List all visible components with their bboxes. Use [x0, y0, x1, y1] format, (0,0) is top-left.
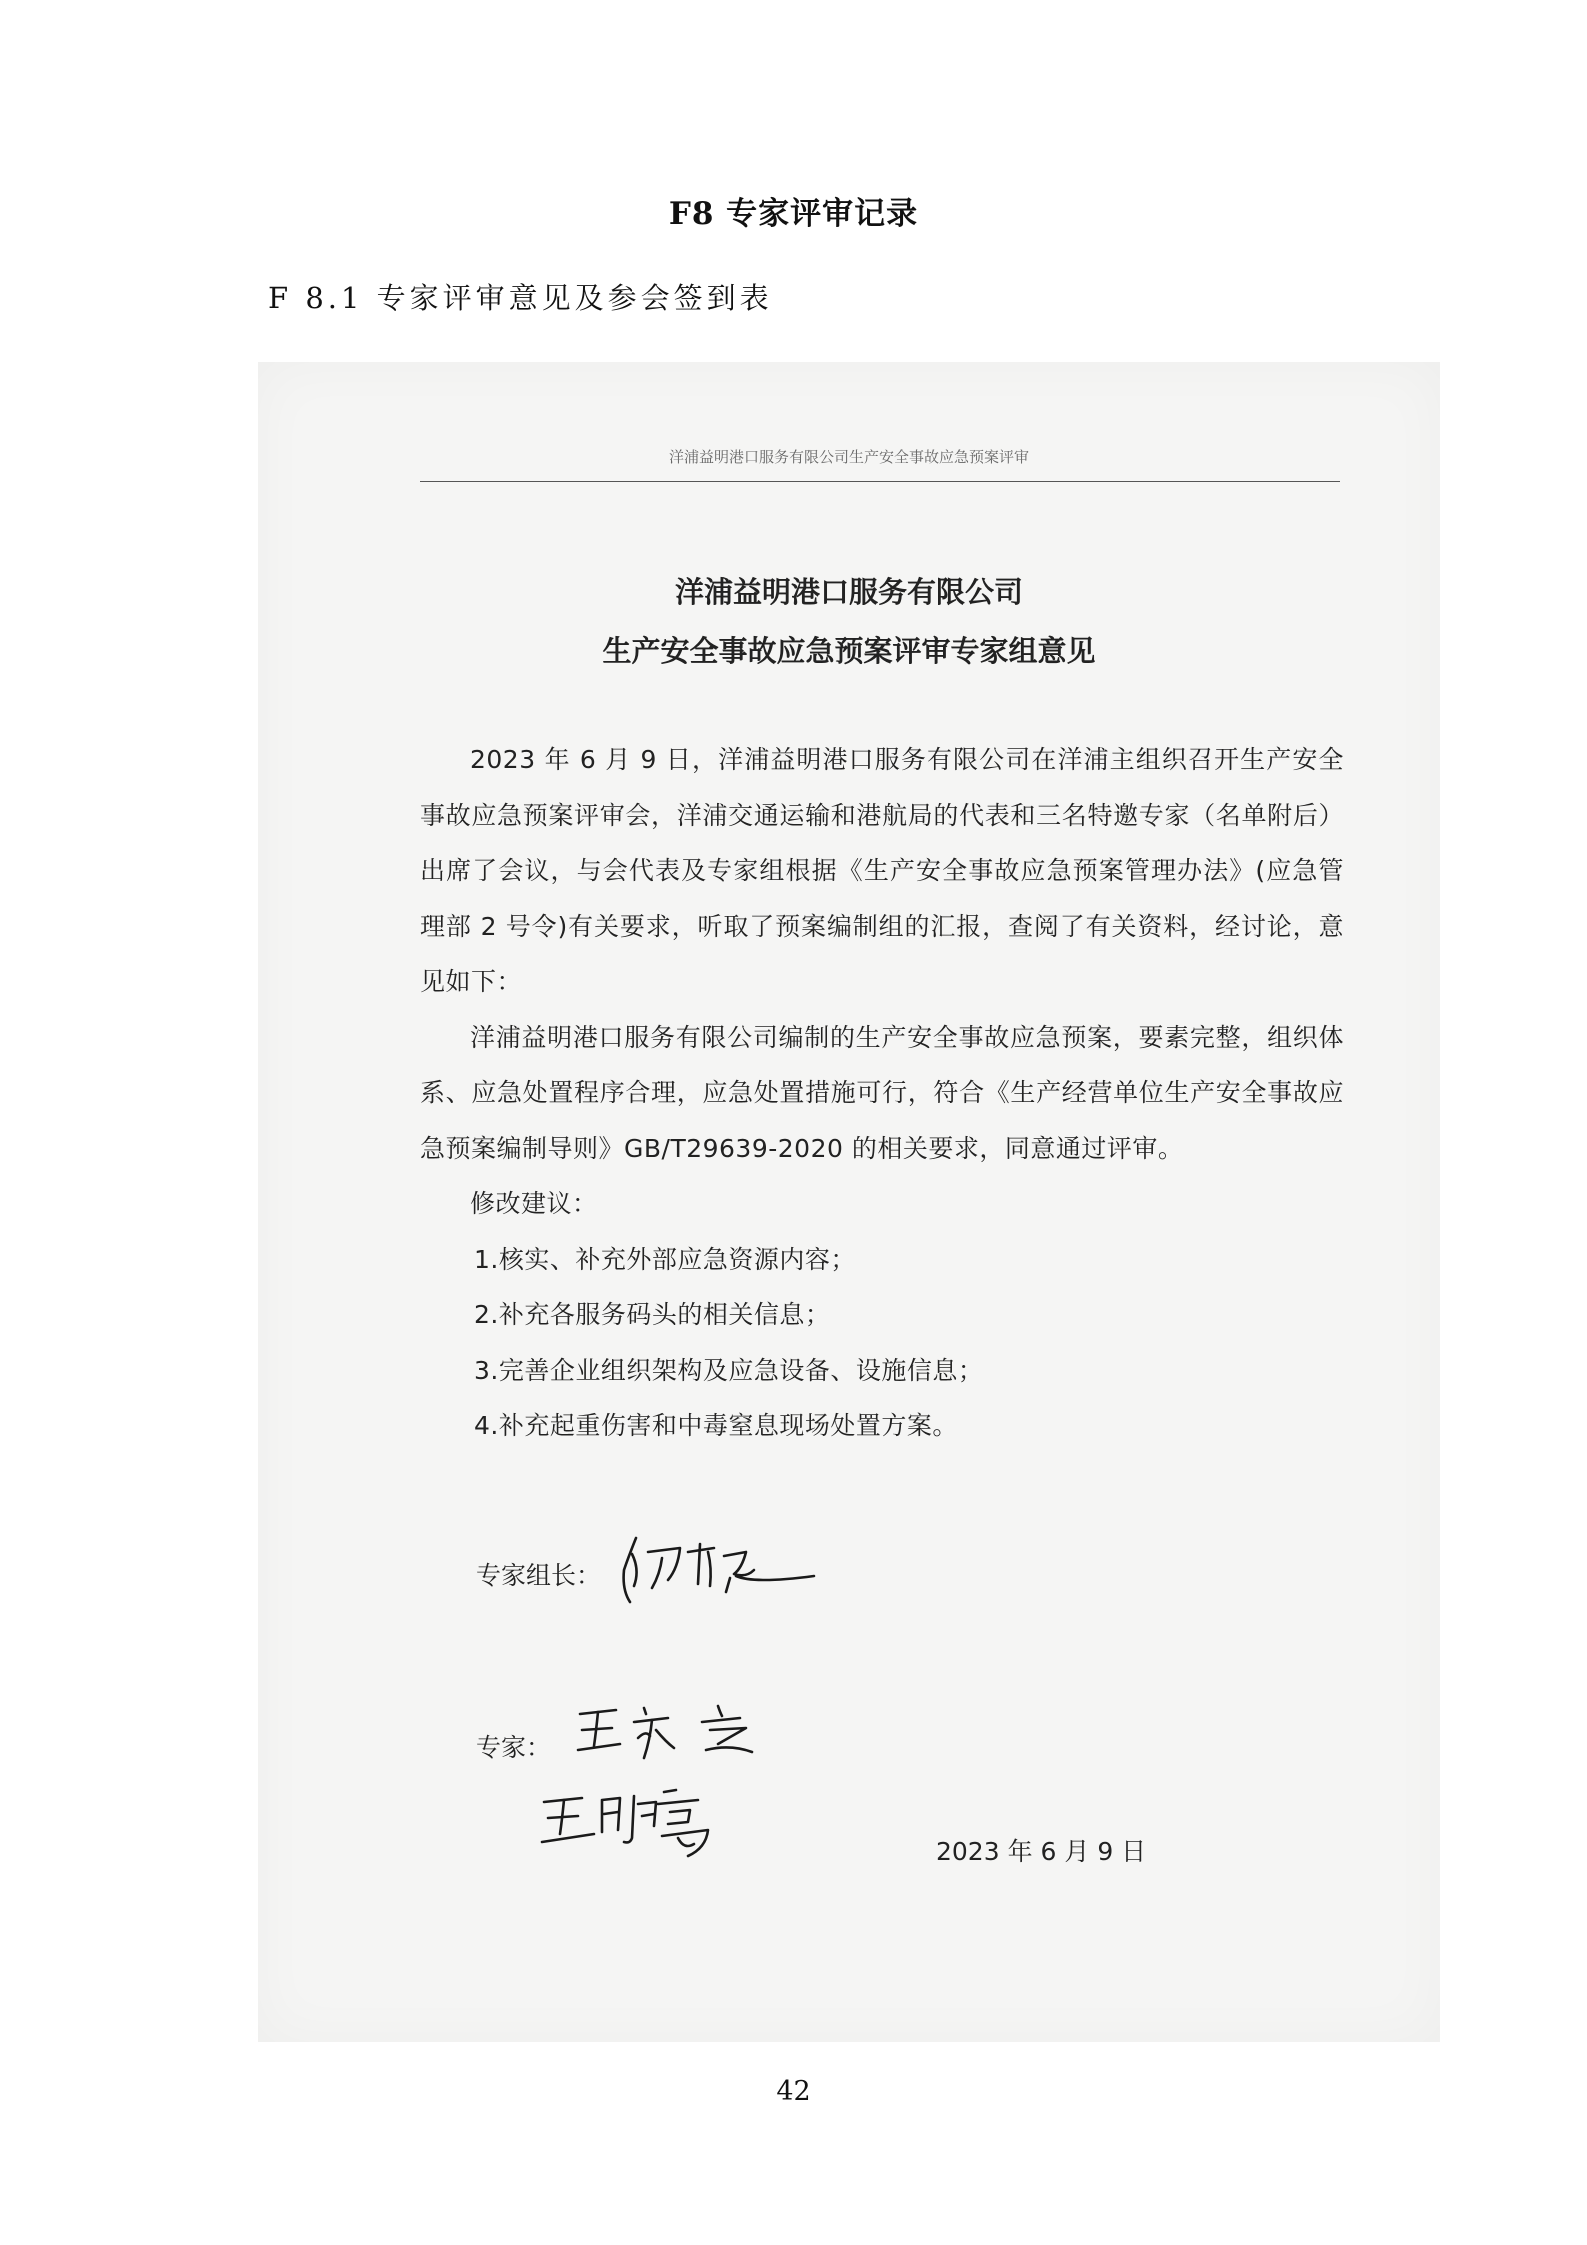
- scanned-document: [258, 362, 1440, 2042]
- suggestion-item: 1.核实、补充外部应急资源内容；: [474, 1244, 856, 1274]
- expert-signature-2: [538, 1782, 768, 1862]
- signature-date: 2023 年 6 月 9 日: [936, 1837, 1147, 1866]
- opinion-paragraph-2: 洋浦益明港口服务有限公司编制的生产安全事故应急预案，要素完整，组织体系、应急处置程序合理，应急处置措施可行，符合《生产经营单位生产安全事故应急预案编制导则》GB/T29639-2020 的相关要求，同意通过评审。: [420, 1022, 1344, 1163]
- opinion-paragraph-1: 2023 年 6 月 9 日，洋浦益明港口服务有限公司在洋浦主组织召开生产安全事故应急预案评审会，洋浦交通运输和港航局的代表和三名特邀专家（名单附后）出席了会议，与会代表及专家组根据《生产安全事故应急预案管理办法》(应急管理部 2 号令)有关要求，听取了预案编制组的汇报，查阅了有关资料，经讨论，意见如下：: [420, 745, 1344, 996]
- header-rule: [420, 481, 1340, 482]
- leader-signature: [618, 1530, 818, 1610]
- page-number: 42: [776, 2076, 811, 2107]
- document-title-line1: 洋浦益明港口服务有限公司: [674, 575, 1023, 609]
- opinion-body: [420, 732, 1344, 1454]
- document-title-line2: 生产安全事故应急预案评审专家组意见: [602, 634, 1096, 668]
- suggestions-heading: 修改建议：: [470, 1189, 598, 1218]
- suggestion-item: 3.完善企业组织架构及应急设备、设施信息；: [474, 1355, 984, 1385]
- page-title: F8 专家评审记录: [668, 196, 919, 232]
- experts-label: 专家：: [476, 1733, 552, 1762]
- section-heading: F 8.1 专家评审意见及参会签到表: [268, 281, 773, 315]
- suggestion-item: 2.补充各服务码头的相关信息；: [474, 1300, 831, 1329]
- expert-signature-1: [570, 1700, 800, 1775]
- suggestion-item: 4.补充起重伤害和中毒窒息现场处置方案。: [474, 1411, 958, 1440]
- expert-leader-label: 专家组长：: [476, 1561, 602, 1590]
- scan-header: 洋浦益明港口服务有限公司生产安全事故应急预案评审: [668, 448, 1029, 466]
